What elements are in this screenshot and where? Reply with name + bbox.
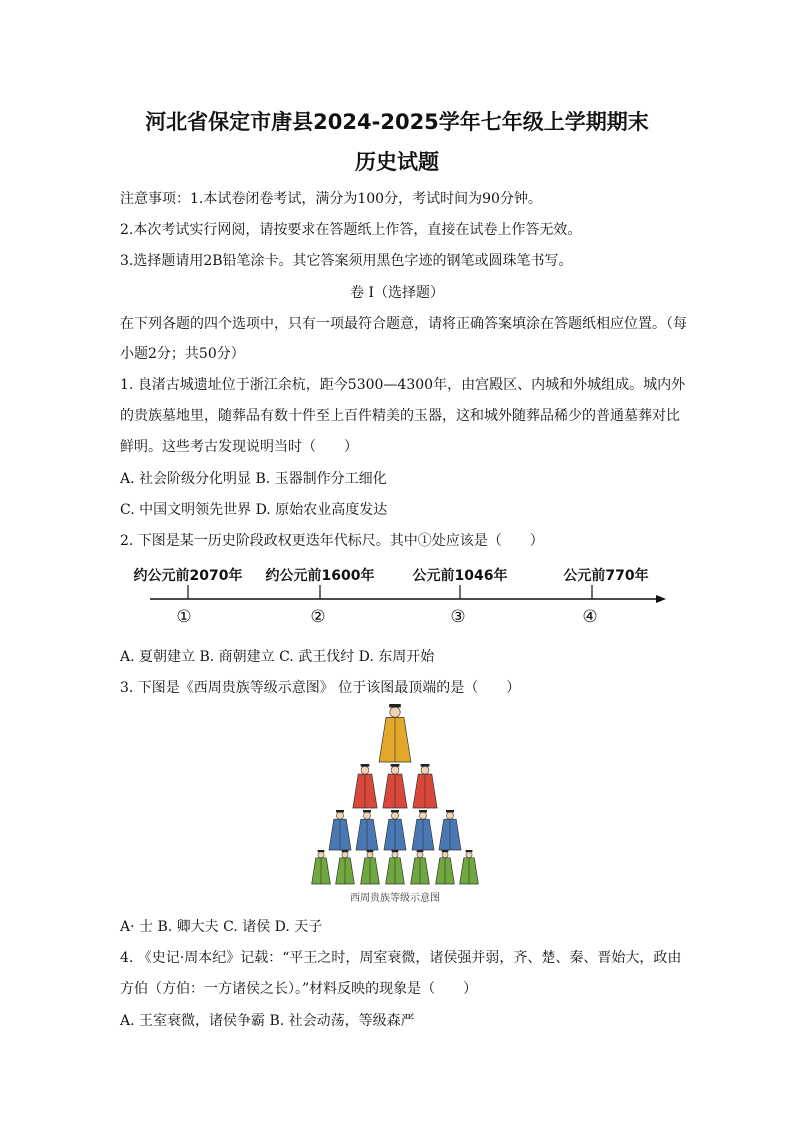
timeline-label-3: 公元前1046年 <box>412 568 508 584</box>
q1-stem-line1: 1. 良渚古城遗址位于浙江余杭，距今5300—4300年，由宫殿区、内城和外城组成。城内外 <box>120 377 686 393</box>
q2-stem: 2. 下图是某一历史阶段政权更迭年代标尺。其中①处应该是（ ） <box>120 533 544 549</box>
exam-title: 河北省保定市唐县2024-2025学年七年级上学期期末 <box>145 110 649 134</box>
figure-scholar-7 <box>460 850 479 884</box>
figure-minister-1 <box>329 810 351 850</box>
q4-stem-line1: 4. 《史记·周本纪》记载：“平王之时，周室衰微，诸侯强并弱，齐、楚、秦、晋始大，政由 <box>120 950 682 966</box>
q4-options-line1: A. 王室衰微，诸侯争霸 B. 社会动荡，等级森严 <box>120 1013 415 1029</box>
hierarchy-caption: 西周贵族等级示意图 <box>350 893 440 904</box>
figure-duke-2 <box>383 764 407 808</box>
figure-duke-1 <box>353 764 377 808</box>
q3-options: A· 士 B. 卿大夫 C. 诸侯 D. 天子 <box>120 919 323 935</box>
timeline-arrow <box>656 595 666 603</box>
figure-scholar-5 <box>411 850 430 884</box>
exam-subtitle: 历史试题 <box>355 150 439 174</box>
figure-scholar-2 <box>336 850 355 884</box>
q4-stem-line2: 方伯（方伯：一方诸侯之长）。”材料反映的现象是（ ） <box>120 981 478 997</box>
figure-scholar-1 <box>312 850 331 884</box>
figure-king <box>379 704 411 762</box>
note-1: 注意事项：1.本试卷闭卷考试，满分为100分，考试时间为90分钟。 <box>120 191 542 207</box>
figure-scholar-3 <box>361 850 380 884</box>
figure-scholar-6 <box>436 850 455 884</box>
timeline-marker-4: ④ <box>582 607 598 627</box>
note-2: 2.本次考试实行网阅，请按要求在答题纸上作答，直接在试卷上作答无效。 <box>120 222 582 238</box>
figure-minister-3 <box>384 810 406 850</box>
section-instruction-1: 在下列各题的四个选项中，只有一项最符合题意，请将正确答案填涂在答题纸相应位置。（每 <box>120 316 687 332</box>
q2-options: A. 夏朝建立 B. 商朝建立 C. 武王伐纣 D. 东周开始 <box>120 649 435 665</box>
q1-stem-line2: 的贵族墓地里，随葬品有数十件至上百件精美的玉器，这和城外随葬品稀少的普通墓葬对比 <box>120 408 680 424</box>
timeline-marker-3: ③ <box>450 607 466 627</box>
figure-minister-4 <box>412 810 434 850</box>
timeline-marker-1: ① <box>176 607 192 627</box>
figure-minister-5 <box>439 810 461 850</box>
timeline-marker-2: ② <box>310 607 326 627</box>
q1-options-line1: A. 社会阶级分化明显 B. 玉器制作分工细化 <box>120 471 387 487</box>
q3-stem: 3. 下图是《西周贵族等级示意图》 位于该图最顶端的是（ ） <box>120 680 521 696</box>
timeline-label-1: 约公元前2070年 <box>133 568 243 584</box>
hierarchy-figure <box>305 698 485 908</box>
q1-options-line2: C. 中国文明领先世界 D. 原始农业高度发达 <box>120 502 388 518</box>
note-3: 3.选择题请用2B铅笔涂卡。其它答案须用黑色字迹的钢笔或圆珠笔书写。 <box>120 253 573 269</box>
q1-stem-line3: 鲜明。这些考古发现说明当时（ ） <box>120 439 358 455</box>
figure-scholar-4 <box>386 850 405 884</box>
figure-duke-3 <box>413 764 437 808</box>
section-instruction-2: 小题2分；共50分） <box>120 346 245 362</box>
figure-minister-2 <box>356 810 378 850</box>
timeline-label-4: 公元前770年 <box>563 568 649 584</box>
q2-timeline <box>120 560 680 630</box>
timeline-label-2: 约公元前1600年 <box>265 568 375 584</box>
section-title: 卷 I（选择题） <box>350 285 444 301</box>
